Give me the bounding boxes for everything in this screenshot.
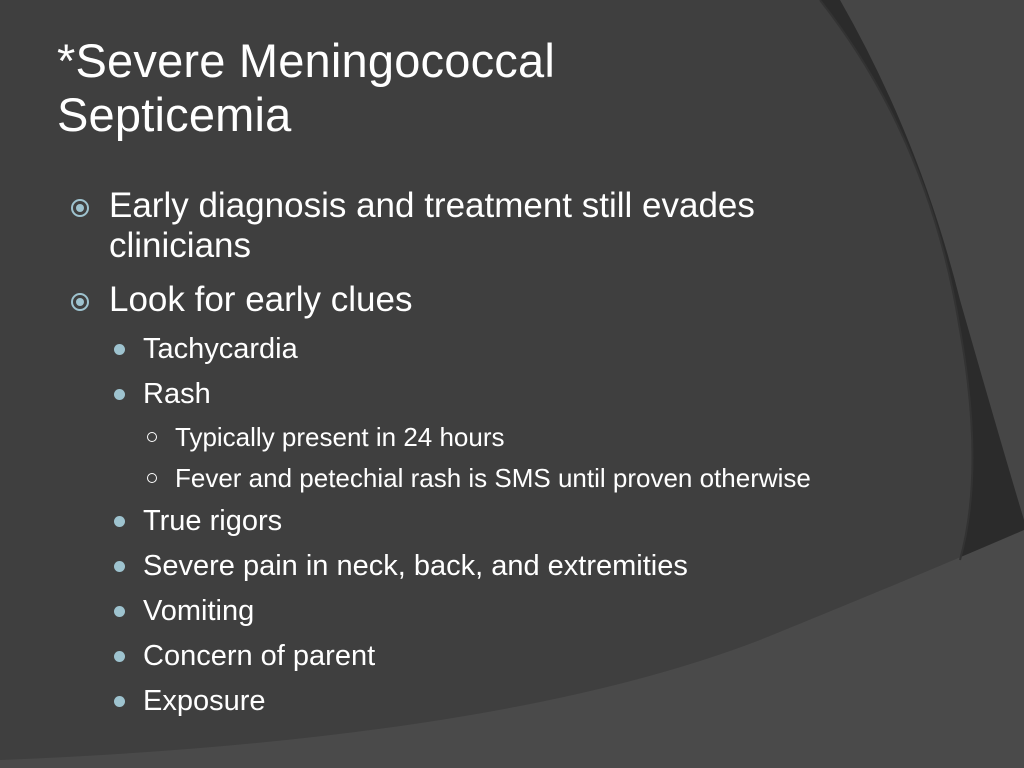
dot-bullet-icon xyxy=(114,561,125,572)
bullet-item-level2: Severe pain in neck, back, and extremities xyxy=(143,550,688,582)
bullet-text-line: Look for early clues xyxy=(109,280,413,319)
bullet-item-level2: Rash xyxy=(143,378,211,410)
target-bullet-icon xyxy=(70,292,90,312)
ring-bullet-icon xyxy=(147,473,157,483)
dot-bullet-icon xyxy=(114,516,125,527)
bullet-text-line: clinicians xyxy=(109,226,251,265)
dot-bullet-icon xyxy=(114,651,125,662)
bullet-item-level3: Typically present in 24 hours xyxy=(175,422,505,452)
bullet-item-level2: Exposure xyxy=(143,685,266,717)
bullet-item-level1 xyxy=(109,280,929,320)
ring-bullet-icon xyxy=(147,432,157,442)
dot-bullet-icon xyxy=(114,696,125,707)
slide-title-line-1: *Severe Meningococcal xyxy=(57,34,555,87)
slide-title-line-2: Septicemia xyxy=(57,88,292,141)
dot-bullet-icon xyxy=(114,389,125,400)
bullet-text-line: Early diagnosis and treatment still evades xyxy=(109,186,755,225)
bullet-item-level2: Vomiting xyxy=(143,595,255,627)
target-bullet-icon xyxy=(70,198,90,218)
bullet-item-level2: Concern of parent xyxy=(143,640,376,672)
bullet-item-level2: Tachycardia xyxy=(143,333,298,365)
bullet-item-level3: Fever and petechial rash is SMS until proven otherwise xyxy=(175,463,811,493)
bullet-item-level2: True rigors xyxy=(143,505,283,537)
dot-bullet-icon xyxy=(114,344,125,355)
dot-bullet-icon xyxy=(114,606,125,617)
bullet-item-level1 xyxy=(109,186,929,266)
